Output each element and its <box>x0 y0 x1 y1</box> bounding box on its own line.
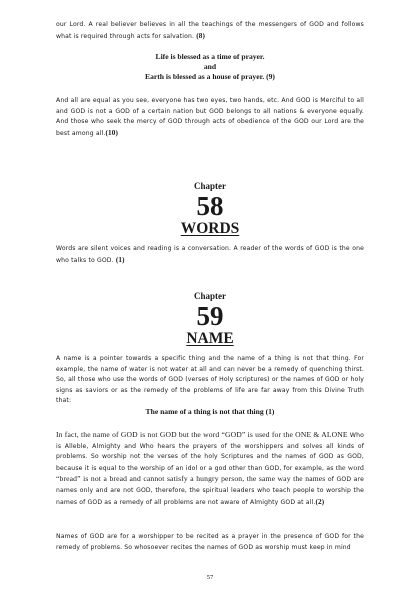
paragraph-text: our Lord. A real believer believes in all the teachings of the messengers of GOD and follows what is required through acts for salvation. <box>56 21 364 40</box>
page-number: 57 <box>206 574 214 581</box>
heading-line: and <box>203 62 217 71</box>
chapter-label: Chapter <box>194 291 226 301</box>
paragraph-text: And all are equal as you see, everyone has two eyes, two hands, etc. And GOD is Merciful to all and GOD is not a GOD of a certain nation but GOD belongs to all nations & everyone equally. And those who seek the mercy of GOD through acts of obedience of the GOD our Lord are the best among all. <box>56 97 364 137</box>
reference-mark: (2) <box>315 497 325 506</box>
paragraph-text: Names of GOD are for a worshipper to be recited as a prayer in the presence of GOD for the remedy of problems. So whosoever recites the names of GOD as worship must keep in mind <box>56 533 364 551</box>
reference-mark: (10) <box>105 128 119 137</box>
chapter-title: NAME <box>186 330 234 347</box>
paragraph-serif-sentence: the word “bread” is not a bread and cannot satisfy a hungry person, the same way the names <box>56 462 365 484</box>
chapter-58-heading <box>56 180 364 238</box>
paragraph-text: Who is Alleble, Almighty and Who hears the prayers of the worshippers and solves all kinds of problems. So worship not the verses of the holy Scriptures and the names of GOD as GOD, because it is equal to the worship of an idol or a god other than GOD, for example, as <box>56 432 364 472</box>
chapter-number: 58 <box>196 191 224 221</box>
paragraph-text: of GOD are names only and are not GOD, therefore, the spiritual leaders who teach people to worship the names of GOD as a remedy of all problems are not aware of Almighty GOD at all. <box>56 476 364 506</box>
paragraph-name-of-god <box>56 430 364 508</box>
heading-line: The name of a thing is not that thing (1) <box>145 407 275 416</box>
paragraph-text: A name is a pointer towards a specific thing and the name of a thing is not that thing. For example, the name of water is not water at all and can never be a remedy of quenching thirst. So, all those who use the words of GOD (verses of Holy scriptures) or the names of GOD or holy signs as saviors or as the remedy of the problems of life are far away from this Divine Truth that: <box>56 355 364 405</box>
paragraph-text: Words are silent voices and reading is a conversation. A reader of the words of GOD is the one who talks to GOD. <box>56 245 364 264</box>
reference-mark: (8) <box>196 31 206 40</box>
chapter-number: 59 <box>196 301 224 331</box>
chapter-title: WORDS <box>180 220 240 237</box>
paragraph-believer <box>56 20 364 42</box>
paragraph-name-pointer <box>56 354 364 407</box>
paragraph-equality <box>56 96 364 139</box>
section-heading-prayer <box>56 52 364 82</box>
paragraph-words <box>56 244 364 266</box>
heading-line: Life is blessed as a time of prayer. <box>155 52 265 61</box>
section-heading-name <box>56 407 364 417</box>
paragraph-names-recitation <box>56 532 364 553</box>
chapter-label: Chapter <box>194 181 226 191</box>
paragraph-serif-sentence: In fact, the name of GOD is not GOD but the word “GOD” is used for the ONE & ALONE <box>56 430 348 439</box>
heading-line: Earth is blessed as a house of prayer. (9) <box>145 72 275 81</box>
chapter-59-heading <box>56 290 364 348</box>
reference-mark: (1) <box>115 255 125 264</box>
